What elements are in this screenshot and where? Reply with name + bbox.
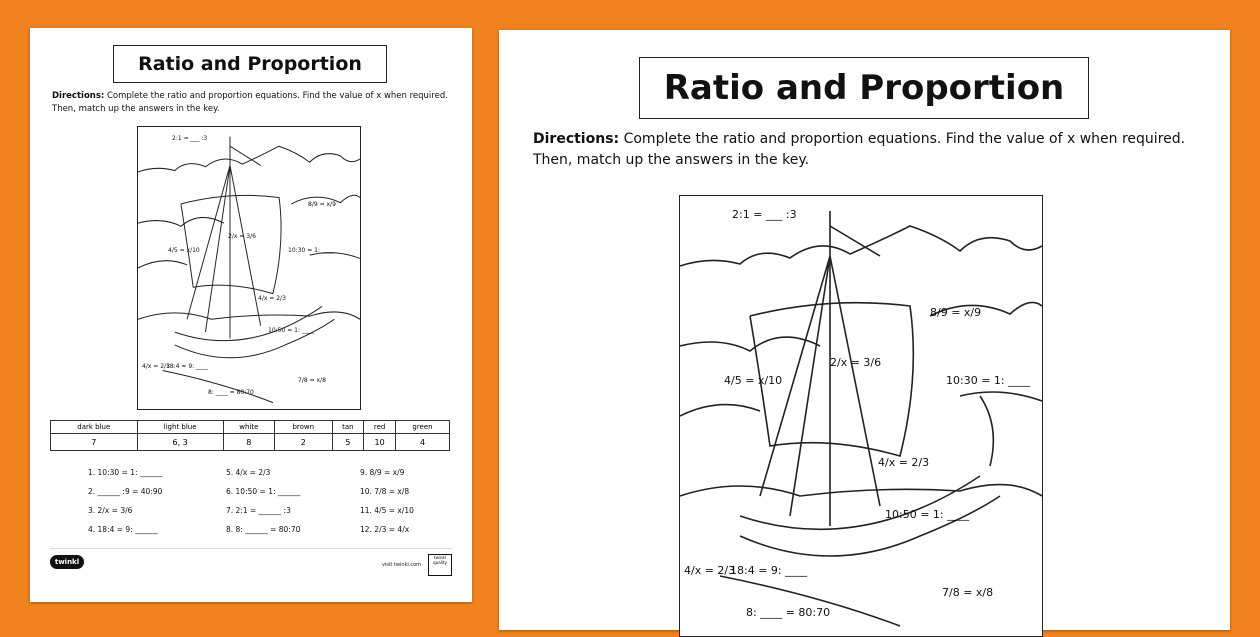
label-2-1: 2:1 = ___ :3: [172, 135, 208, 142]
label-18-4: 18:4 = 9: ____: [166, 363, 209, 370]
label-4-x-hull: 4/x = 2/3: [142, 363, 170, 370]
key-color: light blue: [137, 421, 223, 434]
label-10-30: 10:30 = 1: ____: [946, 374, 1031, 387]
key-color: white: [223, 421, 274, 434]
directions-label: Directions:: [533, 131, 620, 147]
question-item: 9. 8/9 = x/9: [360, 468, 405, 477]
directions-text: Complete the ratio and proportion equations. Find the value of x when required. Then, match up the answers in the key.: [52, 91, 448, 114]
label-8-80: 8: ____ = 80:70: [746, 606, 831, 619]
question-item: 11. 4/5 = x/10: [360, 506, 414, 515]
question-item: 12. 2/3 = 4/x: [360, 525, 410, 534]
key-value: 2: [274, 434, 332, 451]
question-item: 8. 8: ______ = 80:70: [226, 525, 301, 534]
footer-url: visit twinkl.com: [382, 562, 422, 568]
label-4-x-hull: 4/x = 2/3: [684, 564, 736, 577]
label-10-50: 10:50 = 1: ____: [885, 508, 970, 521]
label-8-9: 8/9 = x/9: [308, 201, 336, 208]
label-4-5: 4/5 = x/10: [168, 247, 200, 254]
key-color: brown: [274, 421, 332, 434]
ship-coloring-picture-zoom: [679, 195, 1043, 637]
directions-zoom: [533, 129, 1213, 171]
label-10-30: 10:30 = 1: ____: [288, 247, 334, 254]
directions: [52, 90, 462, 116]
question-item: 3. 2/x = 3/6: [88, 506, 133, 515]
label-2-1: 2:1 = ___ :3: [732, 208, 797, 221]
key-color: dark blue: [51, 421, 138, 434]
twinkl-logo: twinkl: [50, 555, 84, 569]
question-item: 4. 18:4 = 9: ______: [88, 525, 158, 534]
label-4-x-mast: 4/x = 2/3: [878, 456, 930, 469]
quality-badge: twinkl quality: [428, 554, 452, 576]
label-7-8: 7/8 = x/8: [942, 586, 994, 599]
worksheet-title: Ratio and Proportion: [113, 45, 387, 83]
key-value: 5: [332, 434, 364, 451]
label-2-x: 2/x = 3/6: [228, 233, 256, 240]
key-value: 4: [395, 434, 449, 451]
directions-text: Complete the ratio and proportion equations. Find the value of x when required. Then, match up the answers in the key.: [533, 131, 1186, 168]
key-value: 7: [51, 434, 138, 451]
key-value: 10: [364, 434, 396, 451]
question-item: 5. 4/x = 2/3: [226, 468, 271, 477]
footer-divider: [50, 548, 452, 549]
question-item: 10. 7/8 = x/8: [360, 487, 410, 496]
label-8-9: 8/9 = x/9: [930, 306, 982, 319]
color-key-table: [50, 420, 450, 451]
key-color: tan: [332, 421, 364, 434]
worksheet-page-preview: [30, 28, 472, 602]
label-2-x: 2/x = 3/6: [830, 356, 882, 369]
key-color: red: [364, 421, 396, 434]
key-color: green: [395, 421, 449, 434]
question-item: 6. 10:50 = 1: ______: [226, 487, 301, 496]
key-value: 6, 3: [137, 434, 223, 451]
ship-coloring-picture: [137, 126, 361, 410]
label-8-80: 8: ____ = 80:70: [208, 389, 254, 396]
worksheet-title-zoom: Ratio and Proportion: [639, 57, 1089, 119]
key-value: 8: [223, 434, 274, 451]
label-4-x-mast: 4/x = 2/3: [258, 295, 286, 302]
question-item: 2. ______ :9 = 40:90: [88, 487, 163, 496]
directions-label: Directions:: [52, 91, 105, 101]
label-10-50: 10:50 = 1: ____: [268, 327, 314, 334]
label-18-4: 18:4 = 9: ____: [730, 564, 808, 577]
label-4-5: 4/5 = x/10: [724, 374, 783, 387]
question-item: 1. 10:30 = 1: ______: [88, 468, 163, 477]
question-item: 7. 2:1 = ______ :3: [226, 506, 291, 515]
worksheet-zoom-preview: [499, 30, 1230, 630]
label-7-8: 7/8 = x/8: [298, 377, 326, 384]
